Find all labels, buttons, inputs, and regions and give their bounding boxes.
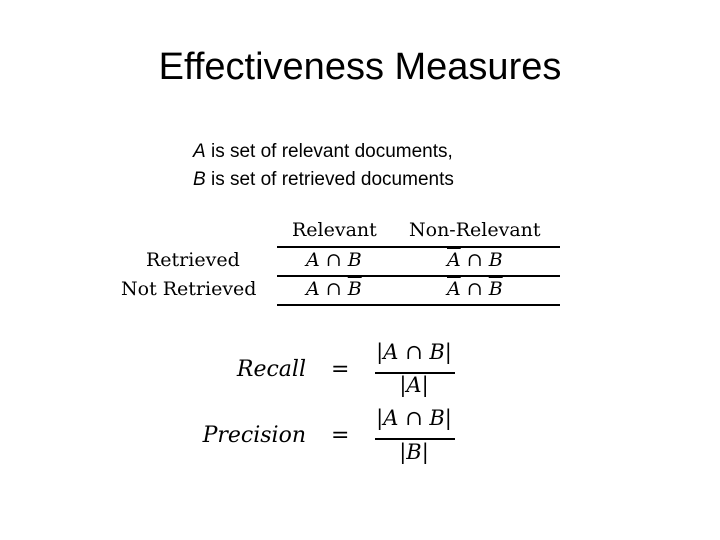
recall-equals: = xyxy=(331,357,350,382)
slide-title: Effectiveness Measures xyxy=(158,46,562,88)
precision-label: Precision xyxy=(202,423,306,448)
definition-b xyxy=(193,166,454,194)
col-header-relevant: Relevant xyxy=(292,219,377,241)
variable-a: A xyxy=(193,141,206,162)
definition-a xyxy=(193,138,454,166)
recall-numerator: |A ∩ B| xyxy=(376,340,452,364)
variable-b: B xyxy=(193,169,206,190)
definitions xyxy=(193,138,454,194)
row-label-not-retrieved: Not Retrieved xyxy=(121,278,257,300)
table-rule-top xyxy=(277,246,560,248)
definition-a-text: is set of relevant documents, xyxy=(205,141,453,162)
precision-denominator: |B| xyxy=(399,440,429,464)
table-rule-middle xyxy=(277,275,560,277)
cell-retrieved-relevant: A ∩ B xyxy=(306,249,362,271)
row-label-retrieved: Retrieved xyxy=(146,249,240,271)
cell-retrieved-non-relevant: $\overline{A}$ ∩ B xyxy=(447,249,503,271)
definition-b-text: is set of retrieved documents xyxy=(205,169,454,190)
precision-numerator: |A ∩ B| xyxy=(376,406,452,430)
col-header-non-relevant: Non-Relevant xyxy=(409,219,541,241)
recall-label: Recall xyxy=(236,357,306,382)
table-rule-bottom xyxy=(277,304,560,306)
cell-not-retrieved-relevant: A ∩ $\overline{B}$ xyxy=(306,278,362,300)
recall-denominator: |A| xyxy=(399,373,429,397)
cell-not-retrieved-non-relevant: $\overline{A}$ ∩ $\overline{B}$ xyxy=(447,278,503,300)
precision-equals: = xyxy=(331,423,350,448)
